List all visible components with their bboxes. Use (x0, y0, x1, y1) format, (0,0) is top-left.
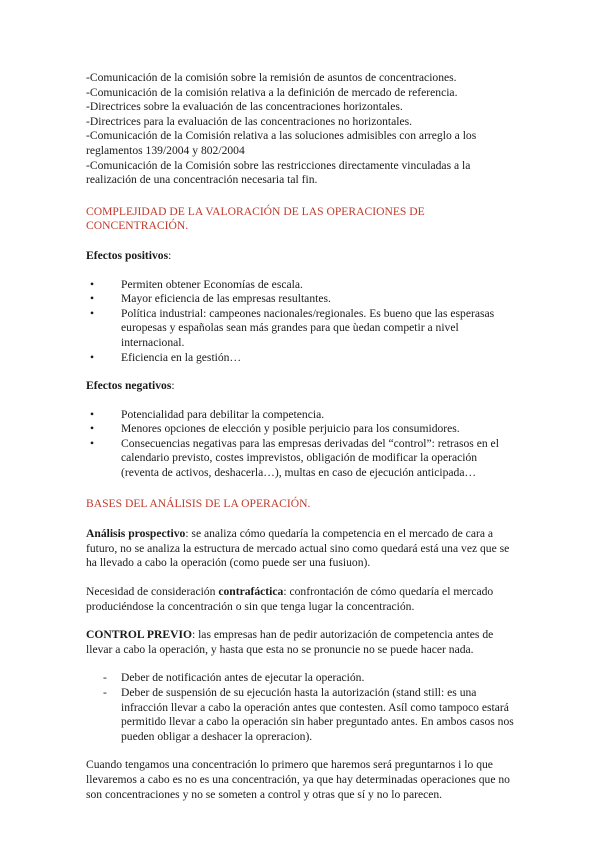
intro-line: -Comunicación de la Comisión sobre las restricciones directamente vinculadas a la realización de una concentración necesaria tal fin. (86, 158, 471, 187)
intro-list (86, 71, 516, 188)
intro-line: -Comunicación de la comisión sobre la remisión de asuntos de concentraciones. (86, 71, 457, 84)
list-item: • Potencialidad para debilitar la competencia. (86, 408, 516, 423)
positive-effects-title: Efectos positivos: (86, 248, 172, 262)
deberes-list (86, 671, 516, 744)
section-heading-complejidad: COMPLEJIDAD DE LA VALORACIÓN DE LAS OPERACIONES DE CONCENTRACIÓN. (86, 204, 425, 233)
list-item: • Eficiencia en la gestión… (86, 351, 516, 366)
list-item: - Deber de notificación antes de ejecutar la operación. (86, 671, 516, 686)
intro-line: -Comunicación de la Comisión relativa a las soluciones admisibles con arreglo a los reglamentos 139/2004 y 802/2004 (86, 129, 477, 157)
intro-line: -Directrices sobre la evaluación de las concentraciones horizontales. (86, 100, 403, 114)
paragraph-necesidad: Necesidad de consideración contrafáctica: confrontación de cómo quedaría el mercado produciéndose la concentración o sin que tenga lugar la concentración. (86, 585, 494, 613)
paragraph-control-previo: CONTROL PREVIO: las empresas han de pedir autorización de competencia antes de llevar a cabo la operación, y hasta que esta no se pronuncie no se puede hacer nada. (86, 628, 494, 656)
list-item: • Permiten obtener Economías de escala. (86, 278, 516, 293)
section-heading-bases: BASES DEL ANÁLISIS DE LA OPERACIÓN. (86, 496, 311, 510)
list-item: • Consecuencias negativas para las empresas derivadas del “control”: retrasos en el calendario previsto, costes imprevistos, obligación de modificar la operación (reventa de activos, deshacerla…), multas en caso de ejecución anticipada… (86, 437, 516, 481)
negative-effects-title: Efectos negativos: (86, 379, 175, 393)
document-page (86, 71, 516, 802)
intro-line: -Directrices para la evaluación de las concentraciones no horizontales. (86, 114, 413, 128)
paragraph-closing: Cuando tengamos una concentración lo primero que haremos será preguntarnos i lo que llevaremos a cabo es no es una concentración, ya que hay determinadas operaciones que no son concentraciones y no se someten a control y otras que sí y no lo parecen. (86, 758, 510, 801)
positive-effects-list (86, 278, 516, 366)
paragraph-analisis: Análisis prospectivo: se analiza cómo quedaría la competencia en el mercado de cara a futuro, no se analiza la estructura de mercado actual sino como quedará está una vez que se ha llevado a cabo la operación (como puede ser una fusiuon). (86, 527, 510, 570)
list-item: • Menores opciones de elección y posible perjuicio para los consumidores. (86, 422, 516, 437)
negative-effects-list (86, 408, 516, 481)
list-item: • Política industrial: campeones nacionales/regionales. Es bueno que las esperasas europesas y españolas sean más grandes para que ùedan competir a nivel internacional. (86, 307, 516, 351)
list-item: - Deber de suspensión de su ejecución hasta la autorización (stand still: es una infracción llevar a cabo la operación antes que contesten. Asíl como tampoco estará permitido llevar a cabo la operación sin haber preguntado antes. En ambos casos nos pueden obligar a deshacer la opreracion). (86, 686, 516, 744)
list-item: • Mayor eficiencia de las empresas resultantes. (86, 292, 516, 307)
intro-line: -Comunicación de la comisión relativa a la definición de mercado de referencia. (86, 85, 458, 99)
